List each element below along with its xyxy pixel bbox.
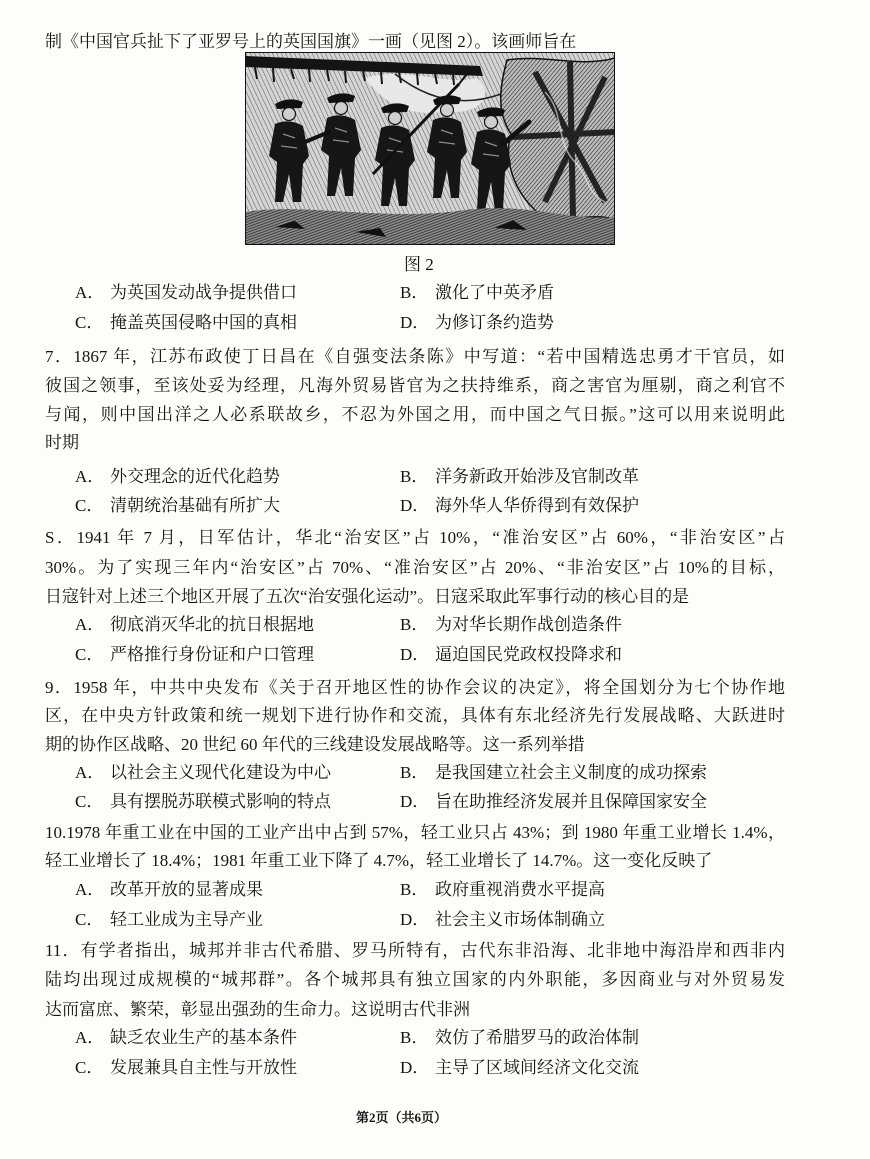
option-a — [75, 281, 297, 305]
option-c — [75, 494, 280, 518]
option-text: 逼迫国民党政权投降求和 — [435, 645, 622, 664]
option-letter: D． — [400, 1058, 430, 1077]
figure-2-illustration — [245, 52, 615, 245]
option-letter: C． — [75, 792, 104, 811]
option-letter: D． — [400, 313, 430, 332]
option-text: 外交理念的近代化趋势 — [110, 467, 280, 486]
question-stem-line: 30%。为了实现三年内“治安区”占 70%、“准治安区”占 20%、“非治安区”占 10%的目标， — [45, 558, 785, 577]
option-text: 主导了区域间经济文化交流 — [435, 1058, 639, 1077]
option-letter: D． — [400, 910, 430, 929]
option-text: 具有摆脱苏联模式影响的特点 — [110, 792, 331, 811]
option-letter: B． — [400, 763, 429, 782]
question-stem-line: 轻工业增长了 18.4%；1981 年重工业下降了 4.7%，轻工业增长了 14.7%。这一变化反映了 — [45, 851, 713, 870]
option-text: 社会主义市场体制确立 — [435, 910, 605, 929]
option-letter: B． — [400, 615, 429, 634]
option-letter: A． — [75, 283, 105, 302]
option-b — [400, 281, 554, 305]
option-d — [400, 494, 639, 518]
option-letter: A． — [75, 467, 105, 486]
option-a — [75, 878, 263, 902]
option-text: 旨在助推经济发展并且保障国家安全 — [435, 792, 707, 811]
figure-2-engraving — [245, 52, 615, 245]
option-text: 效仿了希腊罗马的政治体制 — [435, 1028, 639, 1047]
question-stem-line: 制《中国官兵扯下了亚罗号上的英国国旗》一画（见图 2）。该画师旨在 — [45, 32, 577, 51]
option-d — [400, 643, 622, 667]
option-text: 激化了中英矛盾 — [435, 283, 554, 302]
option-letter: D． — [400, 645, 430, 664]
question-stem-line: 与闻，则中国出洋之人必系联故乡，不忍为外国之用，而中国之气日振。”这可以用来说明此 — [45, 405, 785, 424]
option-text: 严格推行身份证和户口管理 — [110, 645, 314, 664]
option-d — [400, 908, 605, 932]
option-b — [400, 878, 605, 902]
option-text: 海外华人华侨得到有效保护 — [435, 496, 639, 515]
option-text: 轻工业成为主导产业 — [110, 910, 263, 929]
option-a — [75, 613, 314, 637]
option-text: 发展兼具自主性与开放性 — [110, 1058, 297, 1077]
question-stem-line: 7．1867 年，江苏布政使丁日昌在《自强变法条陈》中写道：“若中国精选忠勇才干官员，如 — [45, 347, 785, 366]
question-stem-line: 日寇针对上述三个地区开展了五次“治安强化运动”。日寇采取此军事行动的核心目的是 — [45, 587, 690, 606]
option-b — [400, 613, 622, 637]
question-stem-line: 10.1978 年重工业在中国的工业产出中占到 57%，轻工业只占 43%；到 1980 年重工业增长 1.4%， — [45, 823, 785, 842]
option-letter: B． — [400, 467, 429, 486]
option-d — [400, 311, 554, 335]
option-text: 彻底消灭华北的抗日根据地 — [110, 615, 314, 634]
option-letter: B． — [400, 283, 429, 302]
option-letter: A． — [75, 1028, 105, 1047]
option-c — [75, 790, 331, 814]
option-c — [75, 311, 297, 335]
option-c — [75, 908, 263, 932]
option-letter: C． — [75, 645, 104, 664]
option-text: 以社会主义现代化建设为中心 — [110, 763, 331, 782]
option-a — [75, 761, 331, 785]
question-stem-line: 陆均出现过成规模的“城邦群”。各个城邦具有独立国家的内外职能，多因商业与对外贸易发 — [45, 970, 785, 989]
option-b — [400, 465, 639, 489]
option-letter: D． — [400, 496, 430, 515]
option-letter: C． — [75, 313, 104, 332]
question-stem-line: 达而富庶、繁荣，彰显出强劲的生命力。这说明古代非洲 — [45, 1000, 470, 1019]
option-b — [400, 761, 707, 785]
option-a — [75, 465, 280, 489]
option-text: 为对华长期作战创造条件 — [435, 615, 622, 634]
option-c — [75, 643, 314, 667]
option-text: 是我国建立社会主义制度的成功探索 — [435, 763, 707, 782]
question-stem-line: 时期 — [45, 433, 79, 452]
option-letter: D． — [400, 792, 430, 811]
question-stem-line: S．1941 年 7 月，日军估计，华北“治安区”占 10%，“准治安区”占 60%，“非治安区”占 — [45, 528, 785, 547]
option-letter: A． — [75, 615, 105, 634]
option-c — [75, 1056, 297, 1080]
option-text: 为英国发动战争提供借口 — [110, 283, 297, 302]
question-stem-line: 9．1958 年，中共中央发布《关于召开地区性的协作会议的决定》，将全国划分为七个协作地 — [45, 678, 785, 697]
question-stem-line: 彼国之领事，至该处妥为经理，凡海外贸易皆官为之扶持维系，商之害官为厘剔，商之利官不 — [45, 376, 785, 395]
option-text: 政府重视消费水平提高 — [435, 880, 605, 899]
option-a — [75, 1026, 297, 1050]
option-text: 为修订条约造势 — [435, 313, 554, 332]
option-letter: A． — [75, 880, 105, 899]
option-b — [400, 1026, 639, 1050]
page-footer: 第2页（共6页） — [356, 1110, 448, 1125]
option-text: 改革开放的显著成果 — [110, 880, 263, 899]
question-stem-line: 期的协作区战略、20 世纪 60 年代的三线建设发展战略等。这一系列举措 — [45, 735, 585, 754]
option-letter: C． — [75, 496, 104, 515]
question-stem-line: 11．有学者指出，城邦并非古代希腊、罗马所特有，古代东非沿海、北非地中海沿岸和西非内 — [45, 941, 785, 960]
option-letter: C． — [75, 1058, 104, 1077]
option-letter: B． — [400, 880, 429, 899]
option-text: 掩盖英国侵略中国的真相 — [110, 313, 297, 332]
option-letter: B． — [400, 1028, 429, 1047]
option-text: 洋务新政开始涉及官制改革 — [435, 467, 639, 486]
option-letter: C． — [75, 910, 104, 929]
option-text: 清朝统治基础有所扩大 — [110, 496, 280, 515]
figure-caption: 图 2 — [404, 255, 434, 274]
question-stem-line: 区，在中央方针政策和统一规划下进行协作和交流，具体有东北经济先行发展战略、大跃进时 — [45, 706, 785, 725]
option-d — [400, 790, 707, 814]
option-letter: A． — [75, 763, 105, 782]
option-d — [400, 1056, 639, 1080]
option-text: 缺乏农业生产的基本条件 — [110, 1028, 297, 1047]
